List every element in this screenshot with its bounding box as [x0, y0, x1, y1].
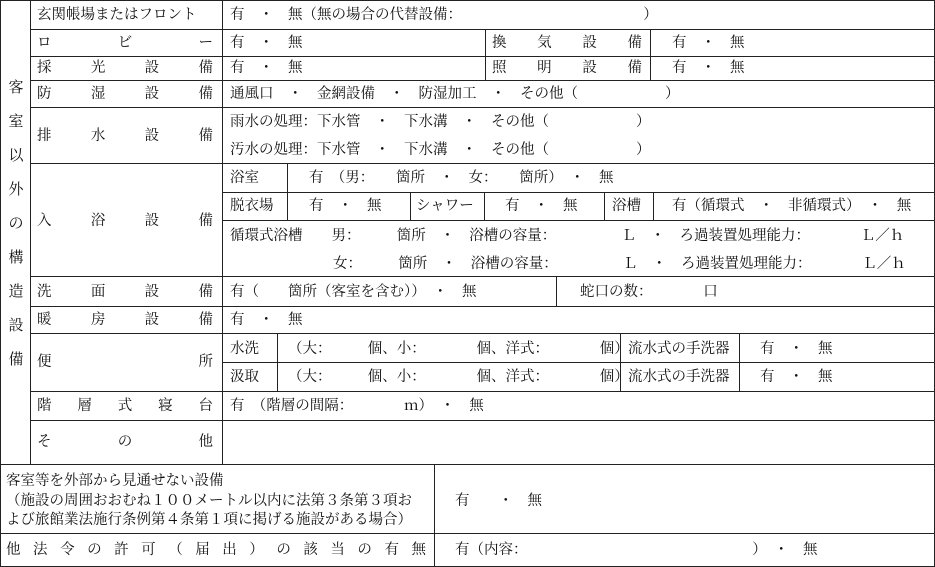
label-char: の	[276, 542, 291, 558]
label-char: 台	[198, 398, 213, 414]
rule	[30, 29, 935, 30]
label-char: 備	[198, 86, 213, 102]
label-char: 許	[114, 542, 129, 558]
label-char: 設	[144, 86, 160, 102]
rule	[222, 0, 223, 464]
label-char: 面	[90, 284, 106, 300]
rule	[30, 163, 935, 164]
rule	[653, 192, 654, 220]
handwash-label-2: 流水式の手洗器	[628, 369, 730, 385]
bath-label	[37, 212, 213, 230]
rule	[30, 80, 935, 81]
label-char: 洗	[37, 284, 52, 300]
damp-value: 通風口 ・ 金網設備 ・ 防湿加工 ・ その他（ ）	[230, 86, 680, 102]
label-char: 備	[198, 128, 213, 144]
ventilation-label	[492, 34, 642, 52]
label-char: 法	[33, 542, 48, 558]
rule	[287, 163, 288, 220]
label-char: 設	[144, 312, 160, 328]
label-char: 気	[537, 35, 552, 51]
rule	[30, 276, 935, 277]
rule	[222, 192, 935, 193]
circulating-tub-male: 循環式浴槽 男： 箇所 ・ 浴槽の容量： Ｌ ・ ろ過装置処理能力： Ｌ／ｈ	[230, 228, 905, 244]
rule	[0, 0, 1, 567]
washroom-value: 有（ 箇所（客室を含む）） ・ 無	[230, 284, 477, 300]
rule	[0, 0, 935, 1]
label-char: 入	[37, 213, 52, 229]
lobby-label	[37, 34, 213, 52]
label-char: 浴	[90, 213, 106, 229]
label-char: 式	[117, 398, 133, 414]
label-char: （	[168, 542, 183, 558]
screen-note-2: よび旅館業法施行条例第４条第１項に掲げる施設がある場合）	[6, 512, 412, 528]
label-char: の	[117, 434, 133, 450]
side-label-char: 備	[8, 350, 24, 368]
drain-label	[37, 127, 213, 145]
label-char: ビ	[117, 35, 133, 51]
screen-title: 客室等を外部から見通せない設備	[6, 473, 224, 489]
label-char: 設	[144, 128, 160, 144]
label-char: 設	[582, 60, 597, 76]
heating-label	[37, 311, 213, 329]
label-char: ロ	[37, 35, 52, 51]
label-char: 備	[198, 213, 213, 229]
label-char: 設	[582, 35, 597, 51]
rule	[484, 192, 485, 220]
label-char: 防	[37, 86, 52, 102]
side-label	[4, 70, 28, 376]
label-char: 届	[195, 542, 210, 558]
side-label-char: 室	[8, 112, 24, 130]
tap-count: 蛇口の数： 口	[580, 284, 718, 300]
lighting-value: 有 ・ 無	[672, 60, 745, 76]
label-char: 排	[37, 128, 52, 144]
label-char: 有	[384, 542, 399, 558]
side-label-char: の	[8, 214, 24, 232]
rule	[222, 362, 935, 363]
rule	[30, 333, 935, 334]
label-char: 所	[198, 354, 213, 370]
label-char: 備	[198, 60, 213, 76]
label-char: 光	[90, 60, 106, 76]
label-char: 備	[627, 60, 642, 76]
label-char: 換	[492, 35, 507, 51]
front-label: 玄関帳場またはフロント	[37, 7, 197, 23]
rule	[30, 56, 935, 57]
flush-toilet-label: 水洗	[230, 341, 259, 357]
shower-label: シャワー	[416, 198, 474, 214]
label-char: 他	[6, 542, 21, 558]
label-char: 無	[411, 542, 426, 558]
dressing-room-label: 脱衣場	[230, 198, 274, 214]
shower-value: 有 ・ 無	[505, 198, 578, 214]
lobby-value: 有 ・ 無	[230, 35, 303, 51]
label-char: ー	[198, 35, 213, 51]
rule	[485, 29, 486, 80]
label-char: 階	[37, 398, 52, 414]
bathtub-value: 有（循環式 ・ 非循環式） ・ 無	[672, 198, 912, 214]
side-label-char: 設	[8, 316, 24, 334]
rainwater-value: 雨水の処理：下水管 ・ 下水溝 ・ その他（ ）	[230, 114, 651, 130]
label-char: 暖	[37, 312, 52, 328]
natural-lighting-value: 有 ・ 無	[230, 60, 303, 76]
side-label-char: 以	[8, 146, 24, 164]
pit-toilet-label: 汲取	[230, 369, 259, 385]
side-label-char: 構	[8, 248, 24, 266]
label-char: 層	[77, 398, 92, 414]
label-char: 湿	[90, 86, 106, 102]
rule	[434, 464, 435, 567]
label-char: 便	[37, 354, 52, 370]
label-char: 明	[537, 60, 552, 76]
label-char: の	[87, 542, 102, 558]
rule	[650, 29, 651, 80]
screen-note-1: （施設の周囲おおむね１００メートル以内に法第３条第３項お	[6, 493, 412, 509]
rule	[0, 464, 935, 465]
label-char: 房	[90, 312, 106, 328]
permit-value: 有（内容： ） ・ 無	[455, 542, 818, 558]
rule	[30, 420, 935, 421]
rule	[30, 391, 935, 392]
rule	[604, 192, 605, 220]
bathroom-value: 有 （男： 箇所 ・ 女： 箇所） ・ 無	[309, 170, 614, 186]
lighting-label	[492, 59, 642, 77]
side-label-char: 外	[8, 180, 24, 198]
bathtub-label: 浴槽	[612, 198, 641, 214]
dressing-room-value: 有 ・ 無	[309, 198, 382, 214]
handwash-value-1: 有 ・ 無	[760, 341, 833, 357]
handwash-value-2: 有 ・ 無	[760, 369, 833, 385]
heating-value: 有 ・ 無	[230, 312, 303, 328]
label-char: 設	[144, 60, 160, 76]
front-value: 有 ・ 無（無の場合の代替設備： ）	[230, 7, 658, 23]
rule	[30, 107, 935, 108]
rule	[0, 533, 935, 534]
natural-lighting-label	[37, 59, 213, 77]
label-char: そ	[37, 434, 52, 450]
label-char: 該	[303, 542, 318, 558]
rule	[277, 333, 278, 391]
label-char: 採	[37, 60, 52, 76]
rule	[410, 192, 411, 220]
rule	[556, 276, 557, 306]
bathroom-label: 浴室	[230, 170, 259, 186]
rule	[739, 333, 740, 391]
rule	[222, 220, 935, 221]
rule	[30, 306, 935, 307]
label-char: 当	[330, 542, 345, 558]
flush-toilet-value: （大： 個、小： 個、洋式： 個）	[288, 341, 629, 357]
screen-value: 有 ・ 無	[455, 493, 542, 509]
pit-toilet-value: （大： 個、小： 個、洋式： 個）	[288, 369, 629, 385]
label-char: 寝	[158, 398, 173, 414]
toilet-label	[37, 353, 213, 371]
label-char: 備	[198, 312, 213, 328]
label-char: 出	[222, 542, 237, 558]
side-label-char: 客	[8, 78, 24, 96]
handwash-label-1: 流水式の手洗器	[628, 341, 730, 357]
damp-label	[37, 85, 213, 103]
label-char: 備	[198, 284, 213, 300]
label-char: 他	[198, 434, 213, 450]
label-char: ）	[249, 542, 264, 558]
label-char: の	[357, 542, 372, 558]
label-char: 設	[144, 213, 160, 229]
wastewater-value: 汚水の処理：下水管 ・ 下水溝 ・ その他（ ）	[230, 142, 651, 158]
circulating-tub-female: 女： 箇所 ・ 浴槽の容量： Ｌ ・ ろ過装置処理能力： Ｌ／ｈ	[333, 256, 906, 272]
label-char: 設	[144, 284, 160, 300]
bunk-bed-label	[37, 397, 213, 415]
label-char: 可	[141, 542, 156, 558]
side-label-char: 造	[8, 282, 24, 300]
ventilation-value: 有 ・ 無	[672, 35, 745, 51]
permit-label	[6, 541, 426, 559]
bunk-bed-value: 有 （階層の間隔： ｍ） ・ 無	[230, 398, 484, 414]
label-char: 令	[60, 542, 75, 558]
other-label	[37, 433, 213, 451]
rule	[30, 0, 31, 464]
label-char: 備	[627, 35, 642, 51]
washroom-label	[37, 283, 213, 301]
label-char: 照	[492, 60, 507, 76]
label-char: 水	[90, 128, 106, 144]
